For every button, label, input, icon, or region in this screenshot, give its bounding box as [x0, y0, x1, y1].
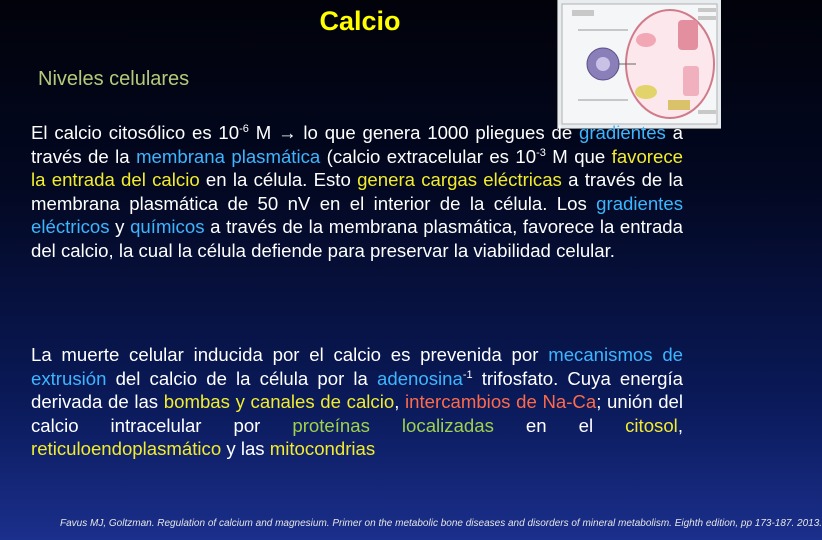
highlight-proteinas-localizadas: proteínas localizadas: [292, 414, 494, 436]
highlight-reticuloendoplasmatico: reticuloendoplasmático: [31, 438, 222, 460]
highlight-mitocondrias: mitocondrias: [269, 438, 376, 460]
paragraph-cell-death: La muerte celular inducida por el calcio es prevenida por mecanismos de extrusión del calcio de la célula por la adenosina$^{-1}$ trifosfato. Cuya energía derivada de las bombas y canales de calcio, intercambios de Na-Ca; unión del calcio intracelular por proteínas localizadas en el citosol, reticuloendoplasmático y las mitocondrias: [31, 344, 684, 460]
cell-diagram-figure: [557, 0, 721, 129]
highlight-mecanismos-extrusion: mecanismos de extrusión: [31, 344, 684, 389]
highlight-adenosina: adenosina: [377, 367, 463, 389]
highlight-intercambios-na-ca: intercambios de Na-Ca: [405, 391, 597, 413]
highlight-bombas-canales: bombas y canales de calcio: [163, 391, 395, 413]
slide-title: Calcio: [319, 6, 401, 36]
paragraph-calcium-levels: El calcio citosólico es $10^{-6}$ M → lo que genera 1000 pliegues de gradientes a través de la membrana plasmática (calcio extracelular es $10^{-3}$ M que favorece la entrada del calcio en la célula. Esto genera cargas eléctricas a través de la membrana plasmática de 50 nV en el interior de la célula. Los gradientes eléctricos y químicos a través de la membrana plasmática, favorece la entrada del calcio, la cual la célula defiende para preservar la viabilidad celular.: [31, 122, 684, 261]
highlight-citosol: citosol: [625, 414, 678, 436]
highlight-quimicos: químicos: [130, 216, 205, 238]
highlight-favorece-entrada: favorece la entrada del calcio: [31, 145, 683, 191]
highlight-gradientes-electricos: gradientes eléctricos: [31, 192, 683, 238]
reference-citation: Favus MJ, Goltzman. Regulation of calcium and magnesium. Primer on the metabolic bone diseases and disorders of mineral metabolism. Eighth edition, pp 173-187. 2013.: [60, 518, 822, 529]
highlight-gradientes: gradientes: [579, 122, 666, 143]
slide-subtitle: Niveles celulares: [38, 68, 190, 90]
highlight-cargas-electricas: genera cargas eléctricas: [357, 169, 562, 191]
highlight-membrana-plasmatica: membrana plasmática: [136, 145, 321, 167]
